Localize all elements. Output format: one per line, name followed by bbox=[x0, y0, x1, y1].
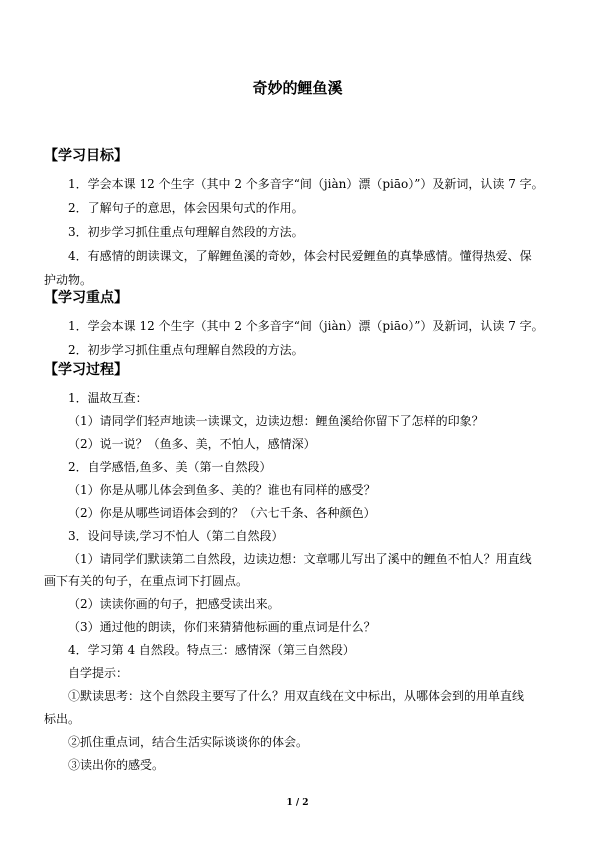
process-item: （3）通过他的朗读，你们来猜猜他标画的重点词是什么？ bbox=[68, 620, 376, 634]
process-item-continuation: 标出。 bbox=[44, 712, 81, 726]
process-item-continuation: 画下有关的句子，在重点词下打圆点。 bbox=[44, 574, 249, 588]
key-point-item: 1．学会本课 12 个生字（其中 2 个多音字“间（jiàn）漂（piāo）”）及新词，认读 7 字。 bbox=[68, 319, 544, 333]
process-item: 3．设问导读,学习不怕人（第二自然段） bbox=[68, 529, 284, 543]
process-item: ①默读思考：这个自然段主要写了什么？用双直线在文中标出，从哪体会到的用单直线 bbox=[68, 689, 525, 703]
process-item: ③读出你的感受。 bbox=[68, 758, 165, 772]
process-item: 自学提示： bbox=[68, 666, 129, 680]
section-heading-process: 【学习过程】 bbox=[44, 362, 128, 378]
process-item: 2．自学感悟,鱼多、美（第一自然段） bbox=[68, 460, 272, 474]
process-item: （2）说一说？（鱼多、美，不怕人，感情深） bbox=[68, 437, 316, 451]
process-item: （2）读读你画的句子，把感受读出来。 bbox=[68, 597, 280, 611]
goal-item-continuation: 护动物。 bbox=[44, 273, 93, 287]
process-item: （2）你是从哪些词语体会到的？（六七千条、各种颜色） bbox=[68, 506, 376, 520]
goal-item: 3．初步学习抓住重点句理解自然段的方法。 bbox=[68, 225, 304, 239]
process-item: 4．学习第 4 自然段。特点三：感情深（第三自然段） bbox=[68, 643, 355, 657]
process-item: （1）你是从哪儿体会到鱼多、美的？谁也有同样的感受？ bbox=[68, 483, 376, 497]
section-heading-goals: 【学习目标】 bbox=[44, 148, 128, 164]
process-item: 1．温故互查： bbox=[68, 391, 148, 405]
goal-item: 1．学会本课 12 个生字（其中 2 个多音字“间（jiàn）漂（piāo）”）及新词，认读 7 字。 bbox=[68, 177, 544, 191]
page-title: 奇妙的鲤鱼溪 bbox=[252, 79, 343, 97]
goal-item: 4．有感情的朗读课文，了解鲤鱼溪的奇妙，体会村民爱鲤鱼的真挚感情。懂得热爱、保 bbox=[68, 249, 532, 263]
process-item: ②抓住重点词，结合生活实际谈谈你的体会。 bbox=[68, 735, 309, 749]
page-number: 1 / 2 bbox=[286, 798, 309, 808]
goal-item: 2．了解句子的意思，体会因果句式的作用。 bbox=[68, 201, 304, 215]
process-item: （1）请同学们默读第二自然段，边读边想：文章哪儿写出了溪中的鲤鱼不怕人？用直线 bbox=[68, 552, 532, 566]
process-item: （1）请同学们轻声地读一读课文，边读边想：鲤鱼溪给你留下了怎样的印象？ bbox=[68, 414, 484, 428]
section-heading-key-points: 【学习重点】 bbox=[44, 290, 128, 306]
key-point-item: 2．初步学习抓住重点句理解自然段的方法。 bbox=[68, 343, 304, 357]
